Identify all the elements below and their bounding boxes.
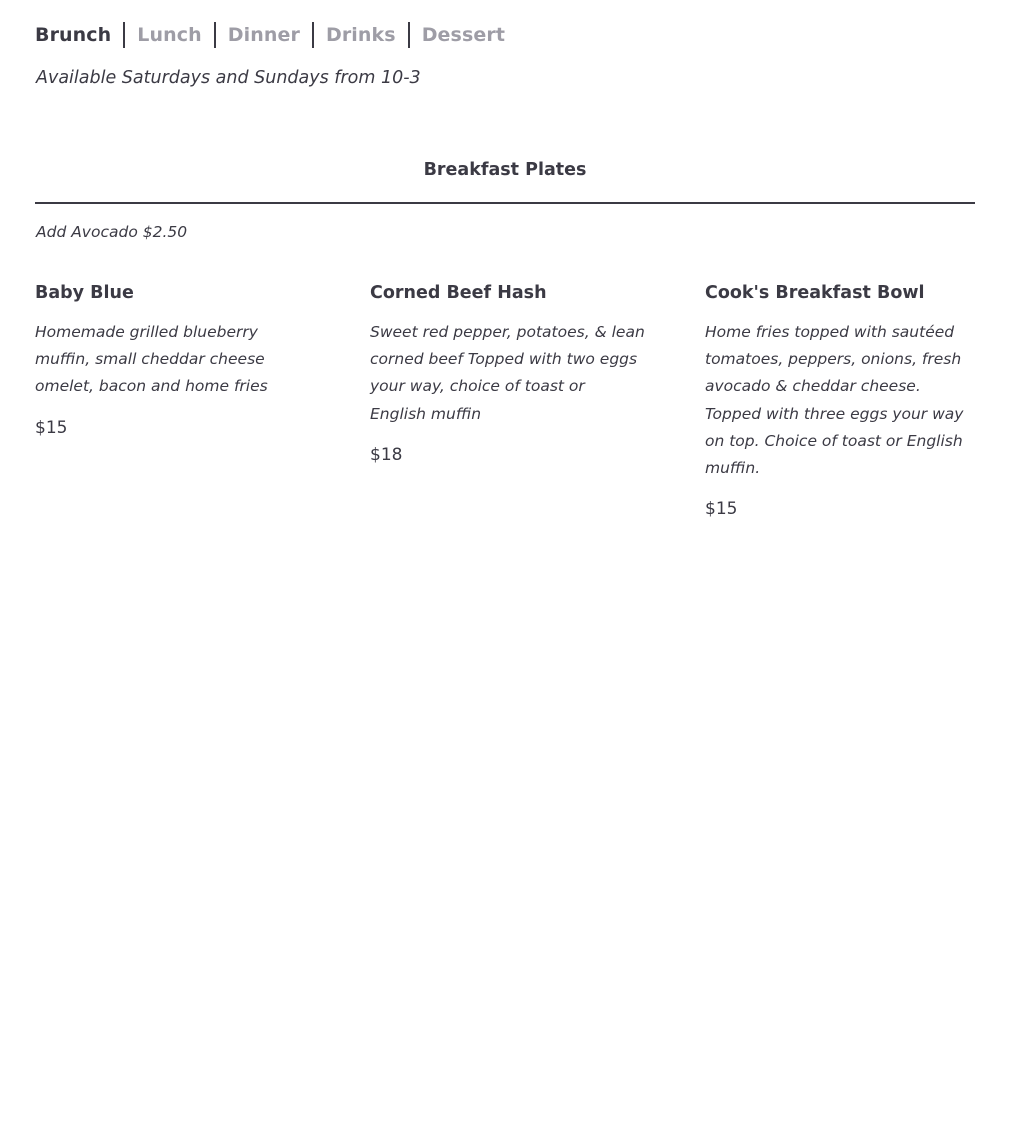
item-description: Homemade grilled blueberry muffin, small cheddar cheese omelet, bacon and home fries: [35, 323, 268, 396]
item-price: $18: [370, 444, 403, 465]
item-name: Baby Blue: [35, 283, 134, 303]
tab-lunch[interactable]: Lunch: [137, 24, 202, 46]
menu-item-cooks-breakfast-bowl: [705, 280, 970, 522]
item-name: Cook's Breakfast Bowl: [705, 283, 925, 303]
tab-divider: [123, 22, 125, 48]
tab-dinner[interactable]: Dinner: [227, 24, 300, 46]
section-title: Breakfast Plates: [423, 160, 587, 180]
section-divider: [35, 202, 975, 204]
item-price: $15: [705, 499, 738, 520]
section-note: Add Avocado $2.50: [36, 223, 188, 241]
availability-note: Available Saturdays and Sundays from 10-3: [36, 68, 421, 88]
menu-tabs: [35, 18, 505, 52]
tab-dessert[interactable]: Dessert: [421, 24, 506, 46]
tab-divider: [408, 22, 410, 48]
item-description: Sweet red pepper, potatoes, & lean corned beef Topped with two eggs your way, choice of toast or English muffin: [370, 323, 645, 423]
menu-item-corned-beef-hash: [370, 280, 645, 468]
tab-divider: [312, 22, 314, 48]
tab-brunch[interactable]: Brunch: [35, 24, 112, 46]
item-description: Home fries topped with sautéed tomatoes, peppers, onions, fresh avocado & cheddar cheese. Topped with three eggs your way on top. Choice of toast or English muffin.: [705, 323, 964, 478]
tab-divider: [214, 22, 216, 48]
item-name: Corned Beef Hash: [370, 283, 547, 303]
tab-drinks[interactable]: Drinks: [325, 24, 396, 46]
item-price: $15: [35, 417, 68, 438]
menu-item-baby-blue: [35, 280, 310, 441]
